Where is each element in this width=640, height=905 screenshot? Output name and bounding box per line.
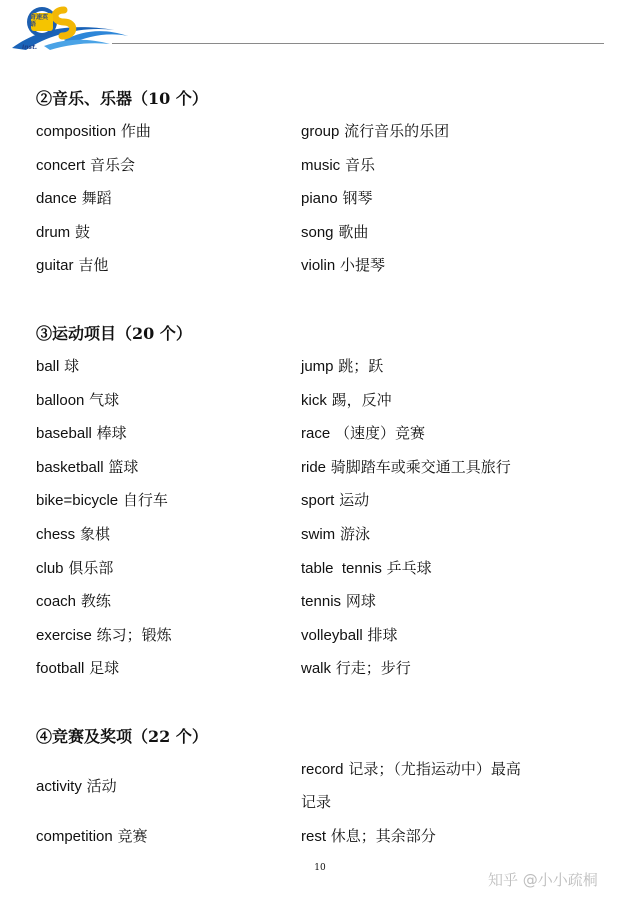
vocab-item: dance 舞蹈: [36, 189, 112, 207]
vocab-item: club 俱乐部: [36, 559, 114, 577]
vocab-item: bike=bicycle 自行车: [36, 491, 168, 509]
vocab-item: swim 游泳: [301, 525, 370, 543]
vocab-item: concert 音乐会: [36, 156, 135, 174]
vocab-item: balloon 气球: [36, 391, 120, 409]
vocab-item: competition 竞赛: [36, 827, 148, 845]
logo-subtext: Inst.: [22, 44, 38, 51]
section-title-competitions: ④竞赛及奖项（22 个）: [36, 727, 208, 746]
vocab-item: table tennis 乒乓球: [301, 559, 432, 577]
logo-mark: [0, 0, 1, 1]
vocab-item: coach 教练: [36, 592, 111, 610]
vocab-item: activity 活动: [36, 777, 117, 795]
vocab-item: baseball 棒球: [36, 424, 127, 442]
vocab-item: music 音乐: [301, 156, 375, 174]
vocab-item: guitar 吉他: [36, 256, 109, 274]
page-header: [0, 0, 640, 60]
vocab-item: volleyball 排球: [301, 626, 398, 644]
vocab-item: violin 小提琴: [301, 256, 385, 274]
vocab-item: basketball 篮球: [36, 458, 139, 476]
vocab-item-continued: 记录: [301, 793, 332, 811]
vocab-item: composition 作曲: [36, 122, 151, 140]
vocab-item: rest 休息；其余部分: [301, 827, 436, 845]
vocab-item: walk 行走；步行: [301, 659, 411, 677]
vocab-item: drum 鼓: [36, 223, 90, 241]
vocab-item: piano 钢琴: [301, 189, 373, 207]
vocab-item: jump 跳；跃: [301, 357, 384, 375]
vocab-item: song 歌曲: [301, 223, 369, 241]
logo-text: 奇速英语: [30, 14, 49, 28]
vocab-item: chess 象棋: [36, 525, 110, 543]
vocab-item: sport 运动: [301, 491, 370, 509]
vocab-item: exercise 练习；锻炼: [36, 626, 172, 644]
page-number: 10: [314, 863, 326, 873]
section-title-music: ②音乐、乐器（10 个）: [36, 89, 208, 108]
vocab-item: kick 踢，反冲: [301, 391, 392, 409]
section-title-sports: ③运动项目（20 个）: [36, 324, 192, 343]
vocab-item: race （速度）竞赛: [301, 424, 425, 442]
header-rule: [112, 43, 604, 44]
vocab-item: record 记录；（尤指运动中）最高: [301, 760, 521, 778]
watermark: 知乎 @小小疏桐: [488, 871, 598, 889]
vocab-item: ride 骑脚踏车或乘交通工具旅行: [301, 458, 511, 476]
vocab-item: tennis 网球: [301, 592, 376, 610]
vocab-item: group 流行音乐的乐团: [301, 122, 450, 140]
vocab-item: ball 球: [36, 357, 80, 375]
vocab-item: football 足球: [36, 659, 120, 677]
